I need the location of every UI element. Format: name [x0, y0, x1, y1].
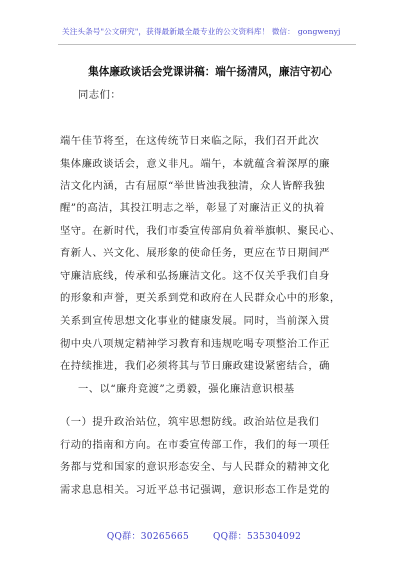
document-title: 集体廉政谈话会党课讲稿：端午扬清风，廉洁守初心: [88, 66, 332, 78]
banner-divider: [58, 44, 356, 45]
text-line: 洁文化内涵，古有屈原“举世皆浊我独清，众人皆醉我独: [60, 180, 325, 193]
promo-banner: [62, 22, 362, 40]
text-line: 端午佳节将至，在这传统节日来临之际，我们召开此次: [60, 135, 320, 147]
paragraph-3: [60, 411, 360, 501]
text-line: 行动的指南和方向。在市委宣传部工作，我们的每一项任: [60, 438, 330, 451]
text-line: 在持续推进，我们必须将其与节日廉政建设紧密结合，确: [60, 360, 330, 373]
text-line: 坚守。在新时代，我们市委宣传部肩负着举旗帜、聚民心、: [60, 224, 341, 237]
paragraph-2: [60, 197, 360, 378]
text-line: 的形象和声誉，更关系到党和政府在人民群众心中的形象，: [60, 292, 341, 305]
text-line: 需求息息相关。习近平总书记强调，意识形态工作是党的: [60, 483, 330, 496]
text-line: 守廉洁底线，传承和弘扬廉洁文化。这不仅关乎我们自身: [60, 269, 330, 282]
text-line: 醒”的高洁，其投江明志之举，彰显了对廉洁正义的执着: [60, 202, 325, 214]
text-line: 彻中央八项规定精神学习教育和违规吃喝专项整治工作正: [60, 337, 330, 350]
text-line: 育新人、兴文化、展形象的使命任务，更应在节日期间严: [60, 247, 330, 260]
text-line: （一）提升政治站位，筑牢思想防线。政治站位是我们: [60, 416, 320, 428]
salutation: 同志们：: [78, 89, 122, 101]
section-heading: 一、以“廉舟竞渡”之勇毅，强化廉洁意识根基: [78, 383, 295, 395]
qq-group-1: QQ群：30265665: [106, 532, 189, 542]
paragraph-1: [60, 130, 360, 198]
text-line: 关系到宣传思想文化事业的健康发展。同时，当前深入贯: [60, 314, 330, 327]
text-line: 集体廉政谈话会，意义非凡。端午，本就蕴含着深厚的廉: [60, 157, 330, 170]
promo-banner-text: 关注头条号"公文研究"，获得最新最全最专业的公文资料库！ 微信：: [62, 26, 295, 36]
text-line: 务都与党和国家的意识形态安全、与人民群众的精神文化: [60, 461, 330, 474]
qq-group-2: QQ群：535304092: [212, 532, 302, 542]
wechat-handle: gongwenyj: [297, 26, 341, 36]
page-footer: [0, 529, 408, 549]
